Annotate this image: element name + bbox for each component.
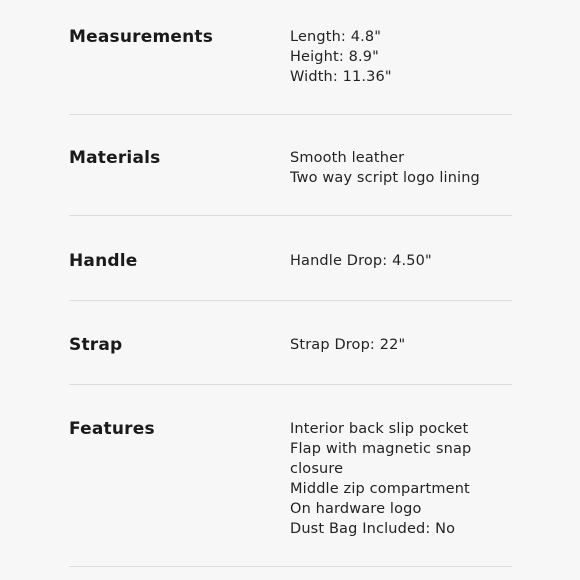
spec-value: Two way script logo lining [290,170,480,186]
spec-label: Materials [69,148,161,168]
row-divider [69,566,512,567]
row-divider [69,300,512,301]
spec-values [290,148,512,188]
spec-label: Handle [69,251,138,271]
spec-values [290,27,512,87]
spec-value: On hardware logo [290,501,422,517]
spec-value: Handle Drop: 4.50" [290,253,432,269]
spec-value: Flap with magnetic snap [290,441,472,457]
spec-values [290,419,512,539]
spec-label: Strap [69,335,123,355]
spec-value: Middle zip compartment [290,481,470,497]
spec-value: Width: 11.36" [290,69,392,85]
spec-value: closure [290,461,344,477]
spec-value: Smooth leather [290,150,405,166]
spec-value: Strap Drop: 22" [290,337,406,353]
spec-label: Measurements [69,27,214,47]
spec-label: Features [69,419,155,439]
spec-value: Height: 8.9" [290,49,379,65]
row-divider [69,384,512,385]
spec-value: Dust Bag Included: No [290,521,456,537]
spec-values [290,335,512,355]
spec-value: Interior back slip pocket [290,421,469,437]
spec-value: Length: 4.8" [290,29,382,45]
spec-values [290,251,512,271]
row-divider [69,114,512,115]
row-divider [69,215,512,216]
